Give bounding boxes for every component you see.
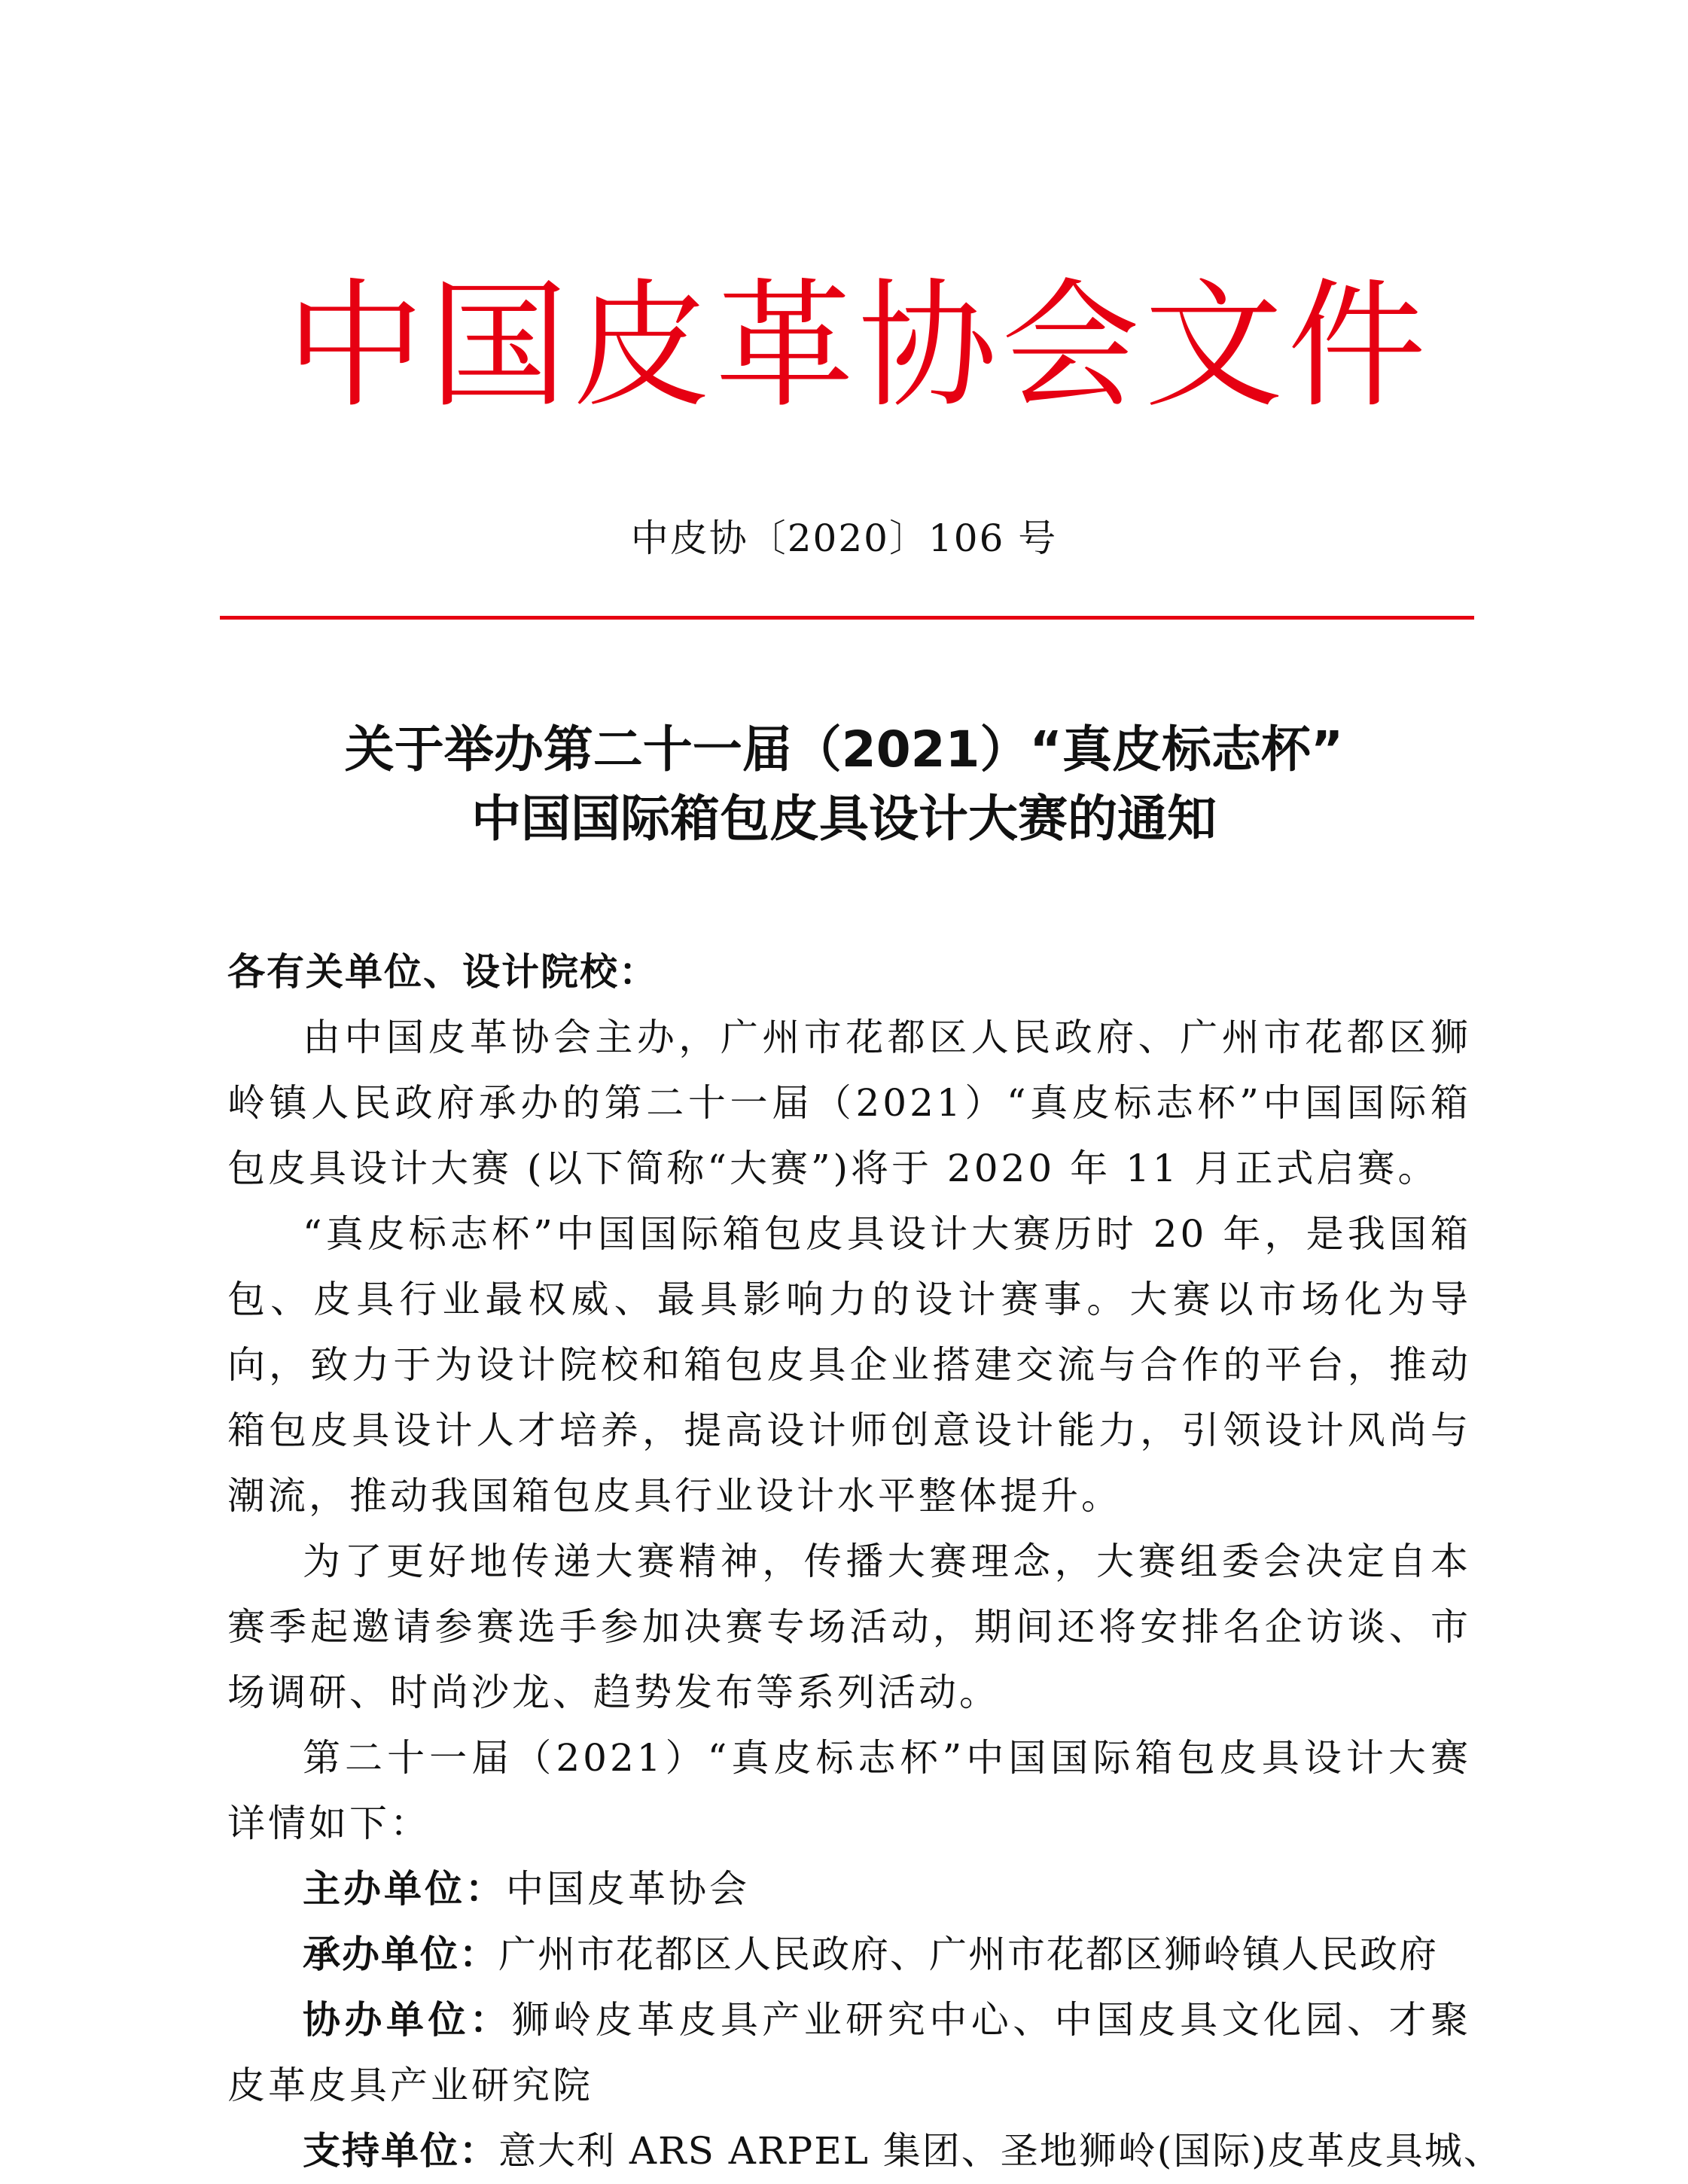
field-organizer-label: 承办单位： (303, 1933, 498, 1976)
field-supporter-value: 意大利 ARS ARPEL 集团、圣地狮岭(国际)皮革皮具城、 (498, 2129, 1503, 2173)
notice-body (227, 940, 1503, 2184)
notice-title-line-2: 中国国际箱包皮具设计大赛的通知 (471, 790, 1217, 848)
field-co-organizer-label: 协办单位： (303, 1998, 512, 2042)
document-masthead: 中国皮革协会文件 (285, 266, 1431, 427)
field-supporter (227, 2119, 1503, 2184)
field-organizer (227, 1922, 1471, 1988)
field-host-value: 中国皮革协会 (506, 1867, 750, 1911)
paragraph-details-lead: 第二十一届（2021）“真皮标志杯”中国国际箱包皮具设计大赛详情如下： (227, 1736, 1471, 1845)
paragraph-activities: 为了更好地传递大赛精神，传播大赛理念，大赛组委会决定自本赛季起邀请参赛选手参加决赛专场活动，期间还将安排名企访谈、市场调研、时尚沙龙、趋势发布等系列活动。 (227, 1540, 1471, 1714)
red-divider-line (220, 616, 1474, 620)
field-co-organizer (227, 1988, 1471, 2119)
salutation: 各有关单位、设计院校： (227, 950, 658, 994)
field-host-label: 主办单位： (303, 1867, 506, 1911)
notice-title-line-1: 关于举办第二十一届（2021）“真皮标志杯” (344, 720, 1344, 778)
paragraph-intro: 由中国皮革协会主办，广州市花都区人民政府、广州市花都区狮岭镇人民政府承办的第二十一届（2021）“真皮标志杯”中国国际箱包皮具设计大赛 (以下简称“大赛”)将于 2020 年 11 月正式启赛。 (227, 1016, 1471, 1190)
field-organizer-value: 广州市花都区人民政府、广州市花都区狮岭镇人民政府 (498, 1933, 1438, 1976)
notice-title (181, 715, 1507, 854)
document-number: 中皮协〔2020〕106 号 (630, 516, 1058, 560)
paragraph-history: “真皮标志杯”中国国际箱包皮具设计大赛历时 20 年，是我国箱包、皮具行业最权威、最具影响力的设计赛事。大赛以市场化为导向，致力于为设计院校和箱包皮具企业搭建交流与合作的平台，推动箱包皮具设计人才培养，提高设计师创意设计能力，引领设计风尚与潮流，推动我国箱包皮具行业设计水平整体提升。 (227, 1212, 1471, 1518)
field-co-organizer-value: 狮岭皮革皮具产业研究中心、中国皮具文化园、才聚皮革皮具产业研究院 (227, 1998, 1472, 2107)
field-supporter-label: 支持单位： (303, 2129, 498, 2173)
field-host (227, 1857, 1471, 1922)
